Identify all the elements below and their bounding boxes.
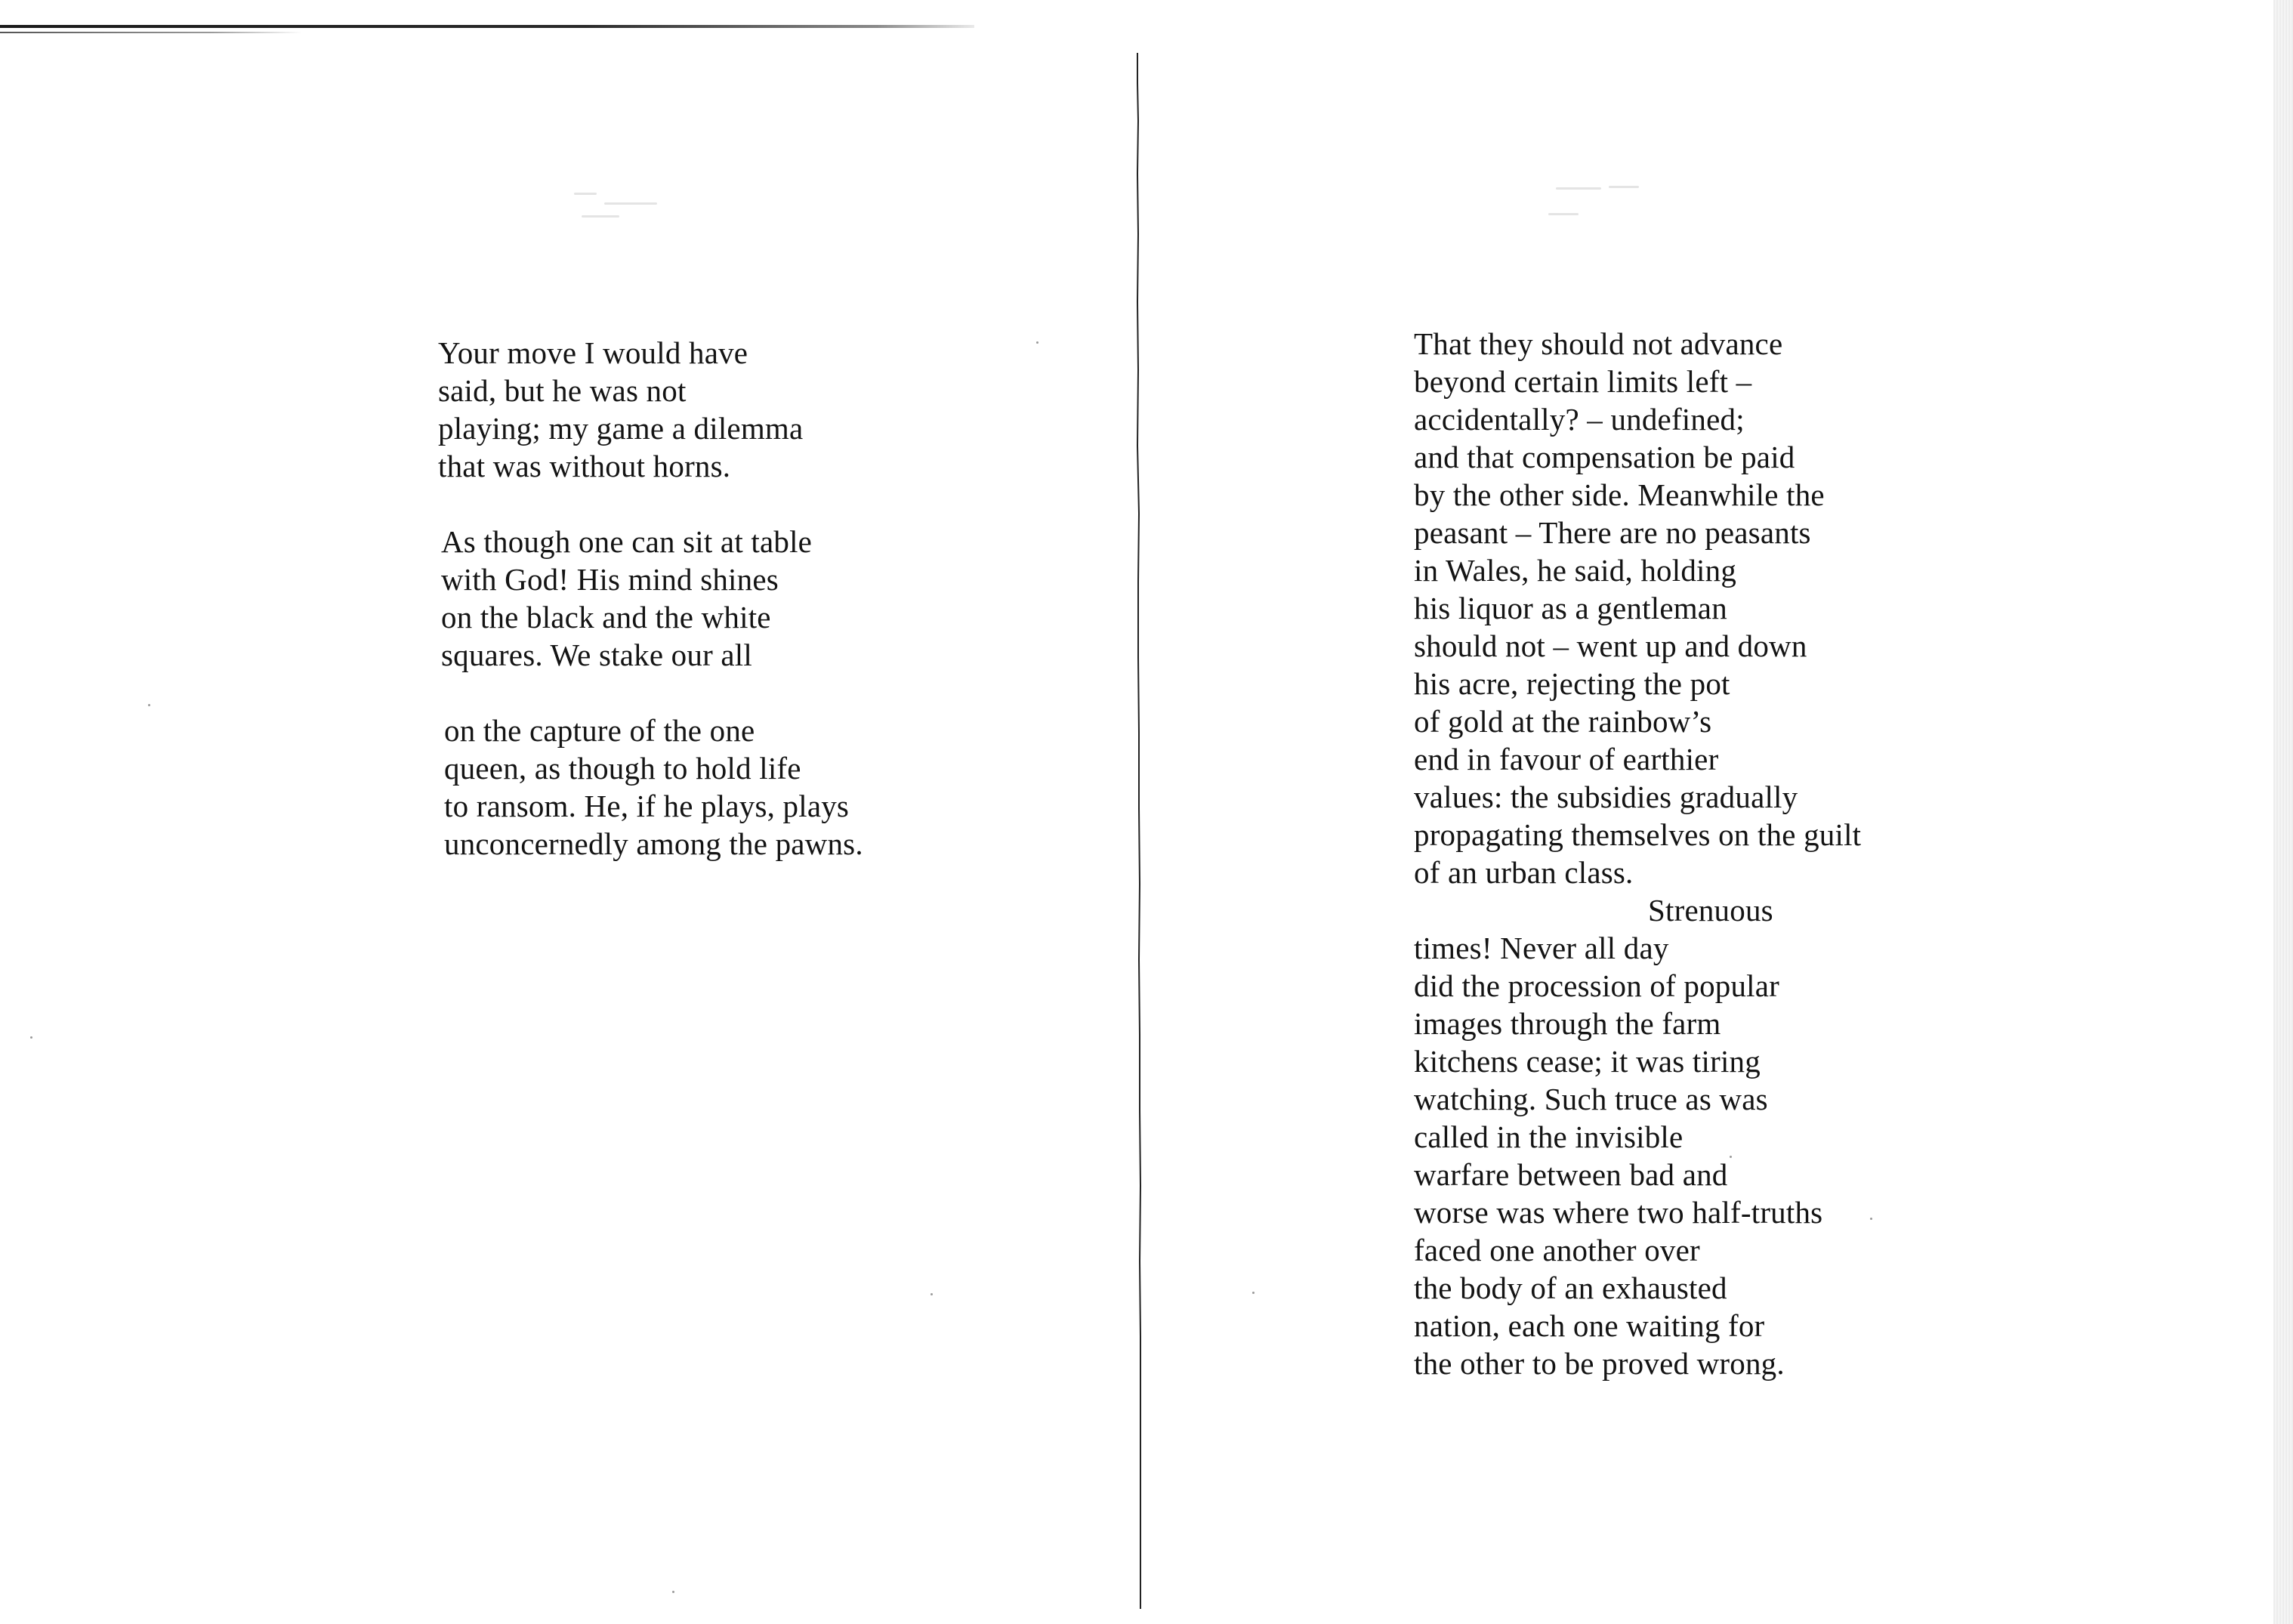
poem-line: should not – went up and down	[1414, 628, 1807, 663]
poem-line: peasant – There are no peasants	[1414, 515, 1811, 550]
poem-line: worse was where two half-truths	[1414, 1195, 1823, 1230]
poem-line: his liquor as a gentleman	[1414, 591, 1727, 625]
poem-line: times! Never all day	[1414, 931, 1669, 965]
poem-line: values: the subsidies gradually	[1414, 780, 1798, 814]
smudge-mark	[1548, 213, 1579, 215]
right-page-edge	[2273, 0, 2293, 1624]
poem-line: end in favour of earthier	[1414, 742, 1719, 776]
poem-line: squares. We stake our all	[441, 638, 752, 672]
poem-line: of gold at the rainbow’s	[1414, 704, 1712, 739]
poem-stanza	[438, 712, 967, 863]
poem-line: unconcernedly among the pawns.	[444, 826, 863, 861]
poem-line: his acre, rejecting the pot	[1414, 666, 1730, 701]
top-scan-edge-secondary	[0, 32, 302, 33]
speck-mark	[30, 1036, 32, 1039]
speck-mark	[672, 1591, 674, 1593]
left-page-poem	[438, 334, 967, 900]
speck-mark	[930, 1293, 933, 1295]
poem-line: kitchens cease; it was tiring	[1414, 1044, 1761, 1079]
poem-line: Your move I would have	[438, 335, 748, 370]
poem-line: called in the invisible	[1414, 1119, 1683, 1154]
smudge-mark	[1556, 187, 1601, 190]
poem-line: That they should not advance	[1414, 326, 1783, 361]
poem-line: playing; my game a dilemma	[438, 411, 804, 446]
poem-line: beyond certain limits left –	[1414, 364, 1752, 399]
smudge-mark	[1609, 186, 1639, 188]
poem-line: nation, each one waiting for	[1414, 1308, 1765, 1343]
poem-line: queen, as though to hold life	[444, 751, 801, 786]
poem-line: said, but he was not	[438, 373, 687, 408]
smudge-mark	[574, 193, 597, 195]
poem-line: Strenuous	[1648, 893, 1773, 928]
book-gutter	[1135, 53, 1137, 1609]
poem-line: watching. Such truce as was	[1414, 1082, 1768, 1116]
poem-line: that was without horns.	[438, 449, 731, 483]
poem-line: in Wales, he said, holding	[1414, 553, 1737, 588]
poem-line: to ransom. He, if he plays, plays	[444, 789, 850, 823]
poem-stanza	[438, 523, 967, 674]
poem-line: of an urban class.	[1414, 855, 1634, 890]
right-page-poem	[1414, 325, 1958, 1382]
poem-line: did the procession of popular	[1414, 968, 1780, 1003]
poem-stanza	[438, 334, 967, 485]
poem-line: warfare between bad and	[1414, 1157, 1728, 1192]
top-scan-edge	[0, 25, 974, 28]
poem-line: As though one can sit at table	[441, 524, 813, 559]
poem-line: by the other side. Meanwhile the	[1414, 477, 1825, 512]
speck-mark	[1036, 341, 1038, 344]
poem-line: on the black and the white	[441, 600, 771, 634]
poem-line: faced one another over	[1414, 1233, 1700, 1267]
poem-line: propagating themselves on the guilt	[1414, 817, 1862, 852]
poem-line: accidentally? – undefined;	[1414, 402, 1745, 437]
poem-line: the body of an exhausted	[1414, 1270, 1727, 1305]
smudge-mark	[604, 202, 657, 205]
poem-line: with God! His mind shines	[441, 562, 779, 597]
poem-line: and that compensation be paid	[1414, 440, 1795, 474]
poem-line: on the capture of the one	[444, 713, 755, 748]
poem-line: the other to be proved wrong.	[1414, 1346, 1785, 1381]
speck-mark	[148, 704, 150, 706]
speck-mark	[1252, 1292, 1255, 1294]
poem-line: images through the farm	[1414, 1006, 1721, 1041]
smudge-mark	[582, 215, 619, 218]
